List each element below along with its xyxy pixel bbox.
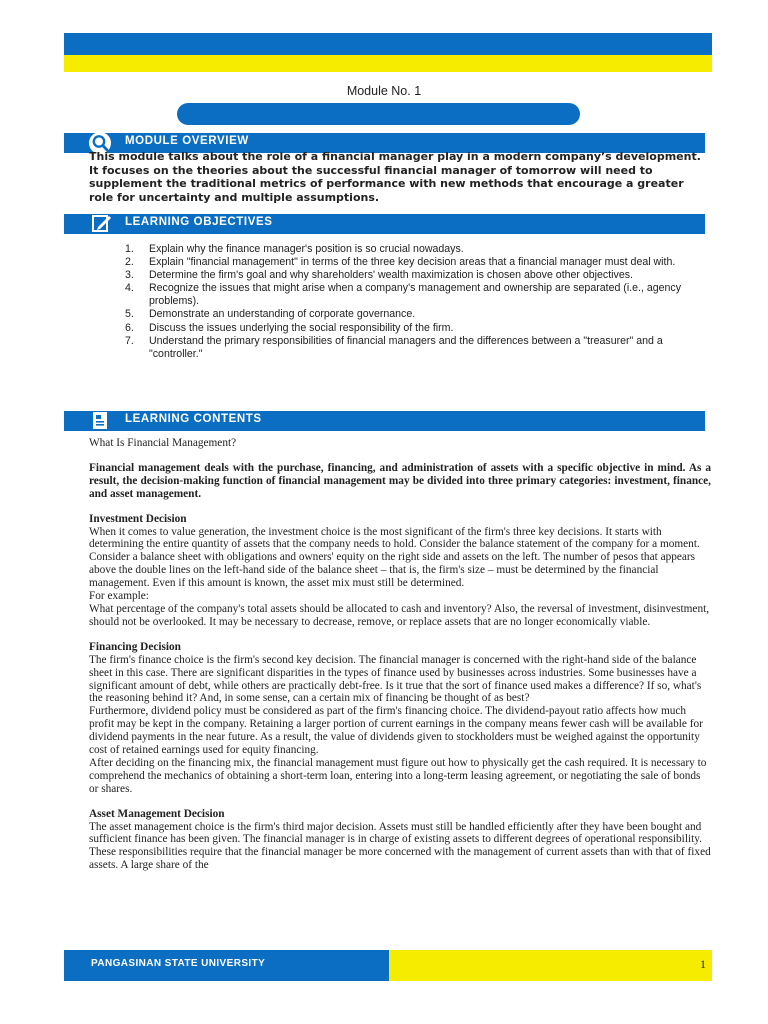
- module-overview-text: This module talks about the role of a financial manager play in a modern company’s development. It focuses on the theories about the successful financial manager of tomorrow will need to supplement the traditional metrics of performance with new methods that encourage a greater role for uncertainty and multiple assumptions.: [89, 150, 701, 204]
- page-number: 1: [700, 957, 706, 971]
- list-item: [125, 282, 705, 308]
- asset-paragraph: The asset management choice is the firm's third major decision. Assets must still be handled efficiently after they have been bought and sufficient finance has been given. The financial manager is in charge of existing assets to different degrees of operational responsibility. These responsibilities require that the financial manager be more concerned with the management of current assets than with that of fixed assets. A large share of the: [89, 820, 711, 872]
- asset-heading: Asset Management Decision: [89, 807, 225, 820]
- learning-contents-body: [89, 437, 711, 872]
- university-name: PANGASINAN STATE UNIVERSITY: [91, 958, 266, 969]
- learning-contents-title: LEARNING CONTENTS: [125, 413, 262, 425]
- list-item: [125, 322, 705, 335]
- financing-paragraph: The firm's finance choice is the firm's second key decision. The financial manager is concerned with the right-hand side of the balance sheet in this case. There are significant disparities in the types of finance used by businesses across industries. Some businesses have a significant amount of debt, while others are practically debt-free. Is it true that the sort of finance used makes a difference? If so, what's the reasoning behind it? And, in some sense, can a certain mix of financing be thought of as best?: [89, 653, 702, 705]
- edit-icon: [88, 212, 114, 236]
- learning-objectives-bar: [64, 214, 705, 234]
- header-yellow-band: [64, 55, 712, 72]
- item-text: Determine the firm's goal and why shareholders' wealth maximization is chosen above other objectives.: [149, 269, 633, 282]
- item-number: 4.: [125, 282, 134, 295]
- learning-objectives-title: LEARNING OBJECTIVES: [125, 216, 273, 228]
- item-text: Demonstrate an understanding of corporate governance.: [149, 308, 416, 321]
- item-number: 5.: [125, 308, 134, 321]
- module-title-pill: [177, 103, 580, 125]
- contents-intro: Financial management deals with the purchase, financing, and administration of assets with a specific objective in mind. As a result, the decision-making function of financial management may be divided into three primary categories: investment, finance, and asset management.: [89, 461, 711, 500]
- book-icon: [88, 409, 114, 433]
- contents-question: What Is Financial Management?: [89, 437, 237, 449]
- header-blue-band: [64, 33, 712, 55]
- financing-dividend-paragraph: Furthermore, dividend policy must be considered as part of the firm's financing choice. The dividend-payout ratio affects how much profit may be kept in the company. Retaining a larger portion of current earnings in the company means fewer cash will be available for dividend payments in the near future. As a result, the value of dividends given to stockholders must be weighed against the opportunity cost of retained earnings used for equity financing.: [89, 705, 703, 757]
- list-item: [125, 335, 705, 361]
- module-overview-title: MODULE OVERVIEW: [125, 135, 249, 147]
- financing-mix-paragraph: After deciding on the financing mix, the financial management must figure out how to physically get the cash required. It is necessary to comprehend the mechanics of obtaining a short-term loan, entering into a long-term leasing agreement, or negotiating the sale of bonds or shares.: [89, 756, 707, 795]
- item-number: 6.: [125, 321, 134, 334]
- item-number: 3.: [125, 269, 134, 282]
- objectives-list: [125, 243, 705, 361]
- investment-example: What percentage of the company's total assets should be allocated to cash and inventory? Also, the reversal of investment, disinvestment, should not be overlooked. It may be necessary to decrease, remove, or replace assets that are no longer economically viable.: [89, 602, 710, 628]
- investment-example-label: For example:: [89, 590, 149, 603]
- investment-paragraph: When it comes to value generation, the investment choice is the most significant of the firm's three key decisions. It starts with determining the entire quantity of assets that the company needs to hold. Consider the balance statement of the company for a moment. Consider a balance sheet with obligations and owners' equity on the right side and assets on the left. The number of pesos that appears above the double lines on the left-hand side of the balance sheet – that is, the firm's size – must be determined by the financial management. Even if this amount is known, the asset mix must still be determined.: [89, 525, 700, 590]
- item-text: Discuss the issues underlying the social responsibility of the firm.: [149, 321, 454, 334]
- investment-heading: Investment Decision: [89, 512, 187, 525]
- item-number: 7.: [125, 334, 134, 347]
- learning-contents-bar: [64, 411, 705, 431]
- list-item: [125, 269, 705, 282]
- list-item: [125, 243, 705, 256]
- item-number: 1.: [125, 243, 134, 255]
- footer-yellow-band: [389, 950, 712, 981]
- item-text: Explain why the finance manager's position is so crucial nowadays.: [149, 243, 464, 255]
- item-text: Understand the primary responsibilities of financial managers and the differences between a "treasurer" and a "controller.": [149, 334, 663, 360]
- item-text: Recognize the issues that might arise when a company's management and ownership are separated (i.e., agency problems).: [149, 282, 682, 308]
- list-item: [125, 308, 705, 321]
- financing-heading: Financing Decision: [89, 640, 181, 653]
- item-number: 2.: [125, 256, 134, 269]
- module-number: Module No. 1: [346, 84, 422, 98]
- item-text: Explain "financial management" in terms of the three key decision areas that a financial manager must deal with.: [149, 256, 676, 269]
- list-item: [125, 256, 705, 269]
